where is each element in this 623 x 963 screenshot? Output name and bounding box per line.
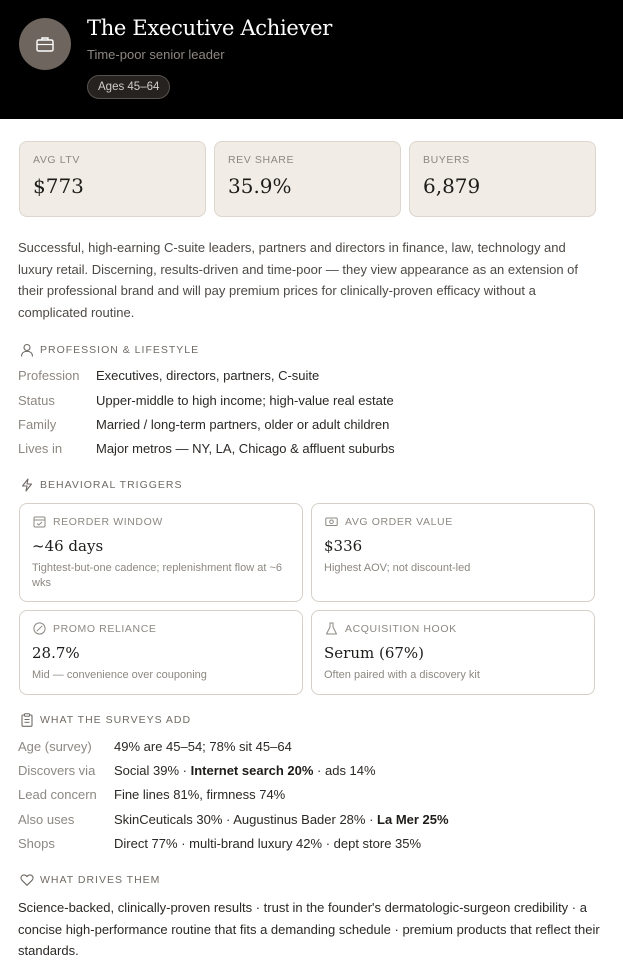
card-label: REORDER WINDOW (53, 516, 163, 528)
value-text: Social 39% · (114, 763, 191, 778)
user-icon (20, 343, 34, 357)
calendar-icon (33, 515, 46, 528)
persona-title: The Executive Achiever (87, 16, 332, 40)
card-label: ACQUISITION HOOK (345, 623, 457, 635)
stat-label: REV SHARE (228, 154, 295, 166)
profession-value: Executives, directors, partners, C-suite (96, 368, 320, 383)
status-value: Upper-middle to high income; high-value real estate (96, 393, 394, 408)
also-uses-value (114, 812, 449, 827)
card-value: Serum (67%) (324, 644, 425, 662)
card-note: Often paired with a discovery kit (324, 669, 480, 681)
heart-icon (20, 873, 34, 887)
card-note: Tightest-but-one cadence; replenishment flow at ~6 wks (32, 562, 282, 589)
trigger-card-reorder-window (19, 503, 303, 602)
trigger-card-avg-order-value (311, 503, 595, 602)
stat-card-rev-share (214, 141, 401, 217)
stat-card-buyers (409, 141, 596, 217)
family-value: Married / long-term partners, older or adult children (96, 417, 390, 432)
section-title: WHAT DRIVES THEM (40, 874, 161, 886)
lives-in-value: Major metros — NY, LA, Chicago & affluent suburbs (96, 441, 395, 456)
banknote-icon (325, 515, 338, 528)
discovers-via-label: Discovers via (18, 763, 96, 778)
family-label: Family (18, 417, 57, 432)
clipboard-icon (20, 713, 34, 727)
trigger-card-promo-reliance (19, 610, 303, 695)
card-note: Highest AOV; not discount-led (324, 562, 471, 574)
no-percent-icon (33, 622, 46, 635)
value-highlight: Internet search 20% (190, 763, 314, 778)
lead-concern-label: Lead concern (18, 787, 97, 802)
card-label: PROMO RELIANCE (53, 623, 157, 635)
flask-icon (325, 622, 338, 635)
section-title: PROFESSION & LIFESTYLE (40, 344, 200, 356)
age-badge: Ages 45–64 (87, 75, 170, 99)
lead-concern-value: Fine lines 81%, firmness 74% (114, 787, 286, 802)
card-value: ~46 days (32, 537, 104, 555)
persona-subtitle: Time-poor senior leader (87, 47, 225, 62)
age-survey-label: Age (survey) (18, 739, 92, 754)
also-uses-label: Also uses (18, 812, 75, 827)
stat-card-avg-ltv (19, 141, 206, 217)
discovers-via-value (114, 763, 376, 778)
stat-label: AVG LTV (33, 154, 80, 166)
lives-in-label: Lives in (18, 441, 63, 456)
shops-value: Direct 77% · multi-brand luxury 42% · dept store 35% (114, 836, 422, 851)
stat-value: 35.9% (228, 174, 292, 198)
card-value: $336 (324, 537, 363, 555)
card-value: 28.7% (32, 644, 80, 662)
section-title: WHAT THE SURVEYS ADD (40, 714, 192, 726)
persona-header (0, 0, 623, 119)
briefcase-icon (35, 34, 55, 54)
value-text: SkinCeuticals 30% · Augustinus Bader 28% · (114, 812, 378, 827)
status-label: Status (18, 393, 55, 408)
value-text: · ads 14% (313, 763, 376, 778)
lightning-icon (20, 478, 34, 492)
trigger-card-acquisition-hook (311, 610, 595, 695)
card-label: AVG ORDER VALUE (345, 516, 453, 528)
persona-description: Successful, high-earning C-suite leaders, partners and directors in finance, law, technology and luxury retail. Discerning, results-driven and time-poor — they view appearance as an extension of their professional brand and will pay premium prices for clinically-proven efficacy without a complicated routine. (18, 240, 578, 320)
value-highlight: La Mer 25% (377, 812, 449, 827)
stat-value: $773 (33, 174, 84, 198)
persona-avatar (19, 18, 71, 70)
shops-label: Shops (18, 836, 55, 851)
stat-value: 6,879 (423, 174, 481, 198)
profession-label: Profession (18, 368, 80, 383)
card-note: Mid — convenience over couponing (32, 669, 207, 681)
section-title: BEHAVIORAL TRIGGERS (40, 479, 183, 491)
stat-label: BUYERS (423, 154, 470, 166)
age-survey-value: 49% are 45–54; 78% sit 45–64 (114, 739, 292, 754)
drives-text: Science-backed, clinically-proven results · trust in the founder's dermatologic-surgeon credibility · a concise high-performance routine that fits a demanding schedule · premium products that reflect their standards. (18, 900, 600, 958)
